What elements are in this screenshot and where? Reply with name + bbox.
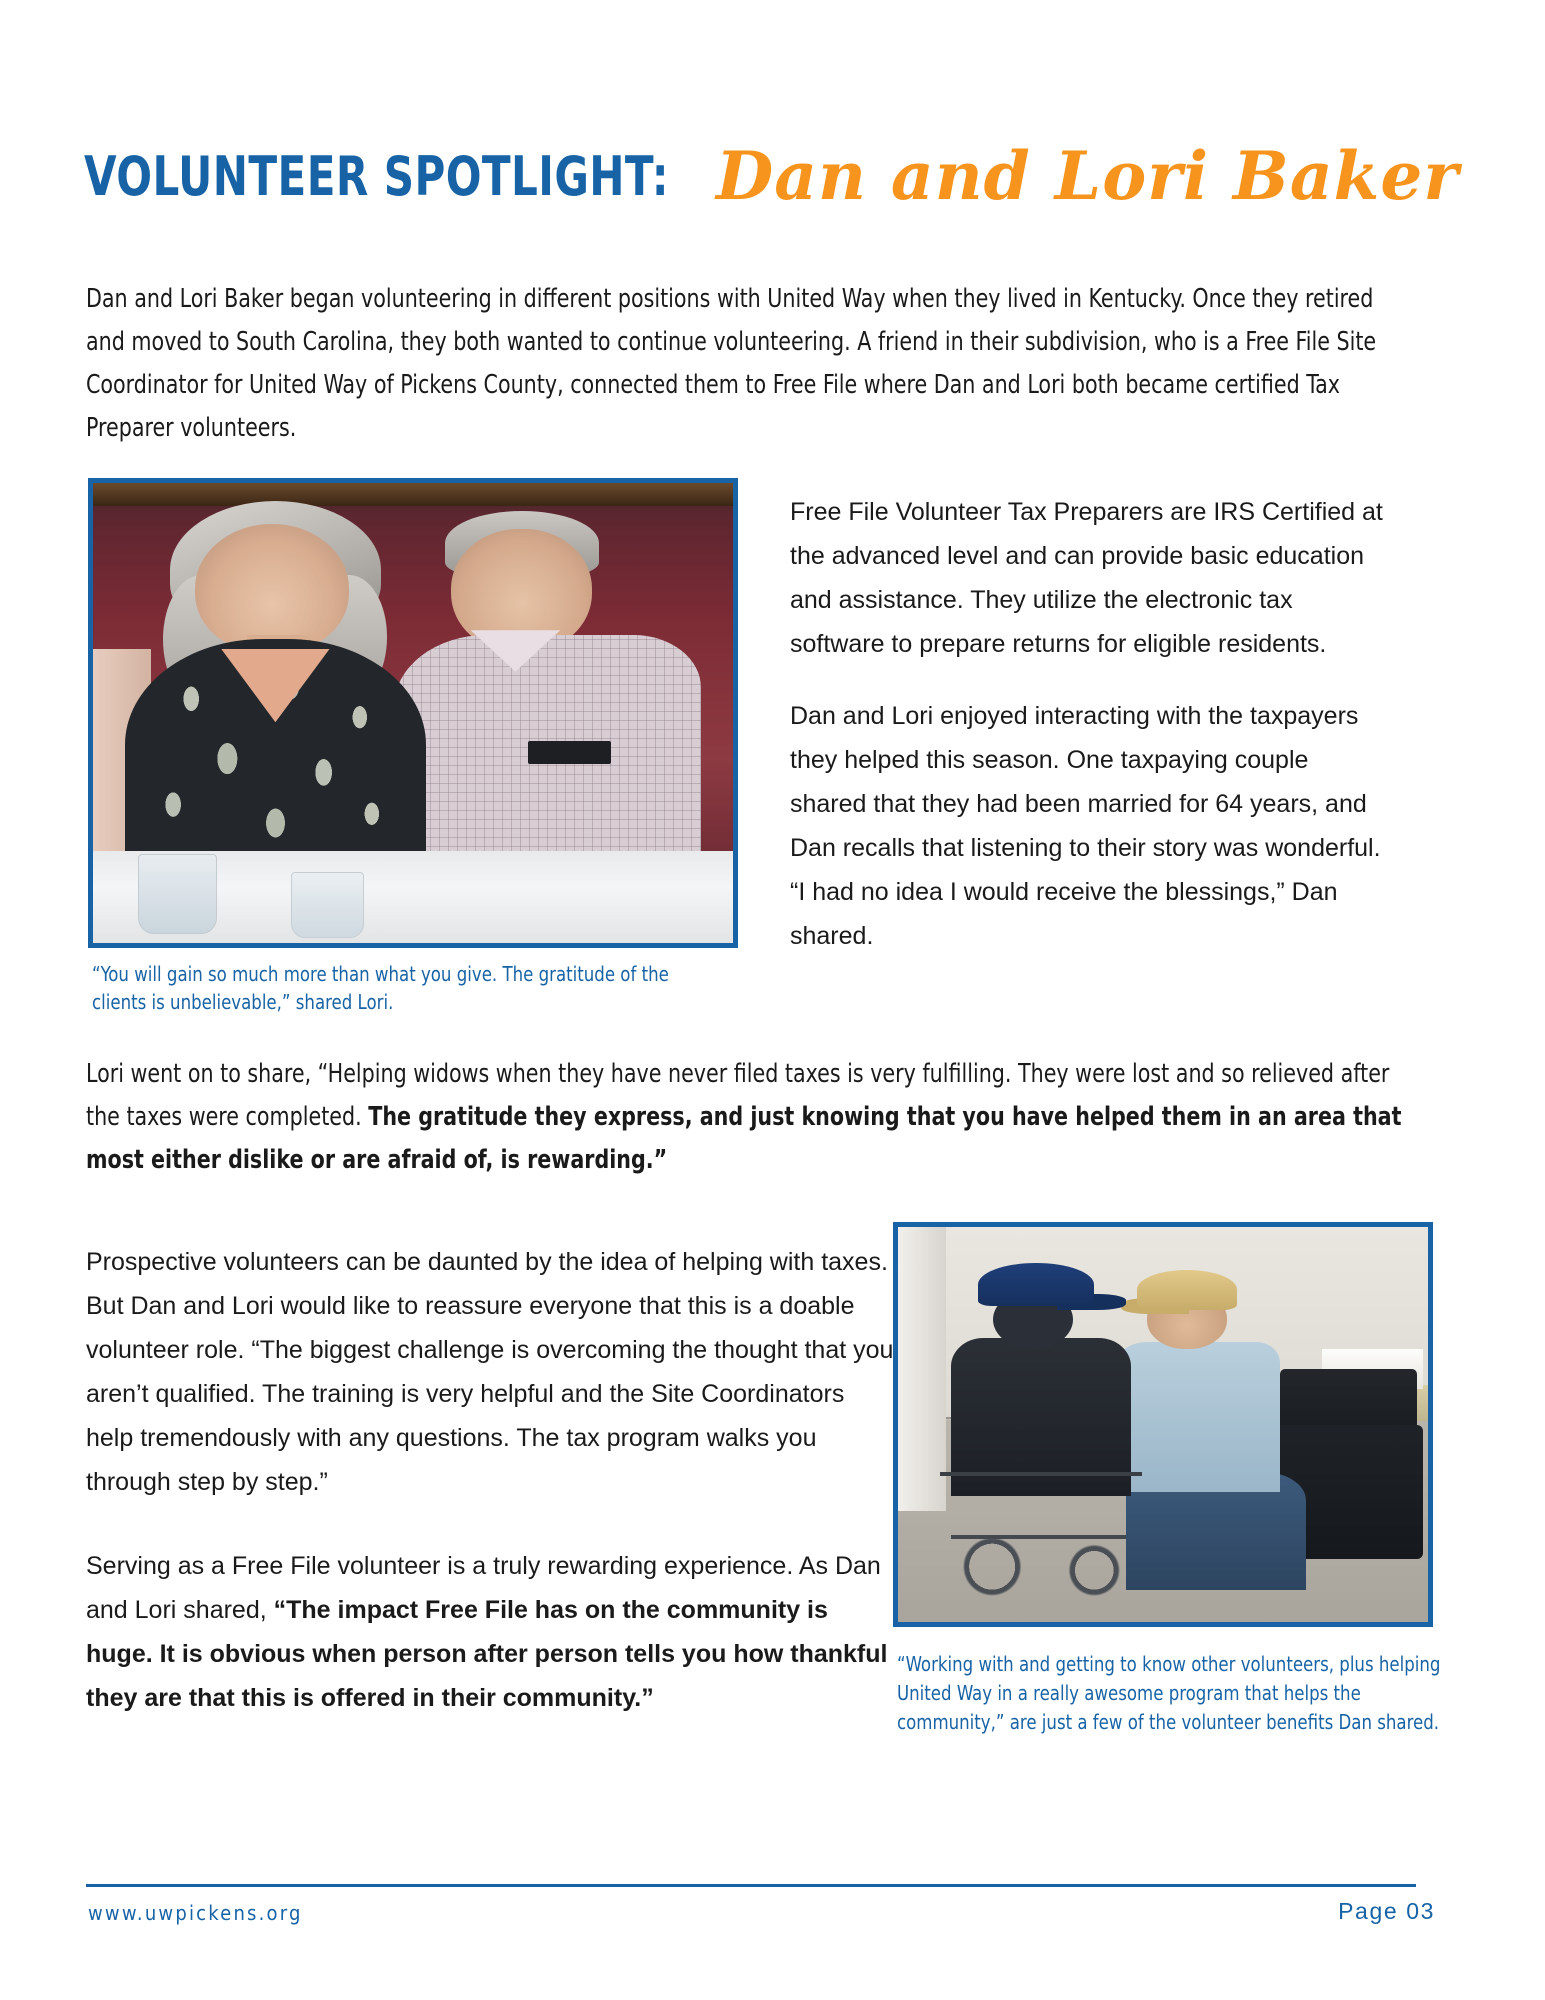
page-title bbox=[84, 125, 1464, 215]
intro-paragraph-block bbox=[86, 278, 1386, 450]
right-column-paragraph-1: Free File Volunteer Tax Preparers are IRS Certified at the advanced level and can provide basic education and assistance. They utilize the electronic tax software to prepare returns for eligible residents. bbox=[790, 498, 1383, 658]
intro-paragraph: Dan and Lori Baker began volunteering in different positions with United Way when they lived in Kentucky. Once they retired and moved to South Carolina, they both wanted to continue volunteering. A friend in their subdivision, who is a Free File Site Coordinator for United Way of Pickens County, connected them to Free File where Dan and Lori both became certified Tax Preparer volunteers. bbox=[86, 284, 1377, 443]
right-column-text bbox=[790, 490, 1390, 958]
lower-left-paragraph-2 bbox=[86, 1544, 896, 1720]
footer-divider bbox=[86, 1884, 1416, 1887]
photo-volunteer-helping-taxpayer bbox=[893, 1222, 1433, 1627]
mid-band-paragraph bbox=[86, 1053, 1406, 1182]
page-title-main: VOLUNTEER SPOTLIGHT: bbox=[84, 145, 669, 208]
photo-dan-and-lori-caption bbox=[92, 960, 712, 1016]
lower-left-plain: Serving as a Free File volunteer is a truly rewarding experience. As Dan and Lori shared, bbox=[86, 1552, 881, 1624]
mid-band-plain: Lori went on to share, “Helping widows when they have never filed taxes is very fulfilling. They were lost and so relieved after the taxes were completed. bbox=[86, 1059, 1390, 1132]
lower-left-paragraph-1: Prospective volunteers can be daunted by the idea of helping with taxes. But Dan and Lori would like to reassure everyone that this is a doable volunteer role. “The biggest challenge is overcoming the thought that you aren’t qualified. The training is very helpful and the Site Coordinators help tremendously with any questions. The tax program walks you through step by step.” bbox=[86, 1248, 894, 1496]
mid-band-bold: The gratitude they express, and just knowing that you have helped them in an area that most either dislike or are afraid of, is rewarding.” bbox=[86, 1102, 1402, 1175]
photo-volunteer-caption bbox=[897, 1650, 1442, 1737]
page-title-script: Dan and Lori Baker bbox=[715, 137, 1460, 215]
lower-left-column bbox=[86, 1240, 896, 1720]
photo-volunteer-caption-text: “Working with and getting to know other volunteers, plus helping United Way in a really awesome program that helps the community,” are just a few of the volunteer benefits Dan shared. bbox=[897, 1652, 1441, 1734]
photo-dan-and-lori bbox=[88, 478, 738, 948]
footer-page-number: Page 03 bbox=[1338, 1898, 1435, 1924]
mid-band-paragraph-text bbox=[86, 1053, 1405, 1182]
footer-website-link[interactable]: www.uwpickens.org bbox=[88, 1901, 303, 1925]
photo-dan-and-lori-caption-text: “You will gain so much more than what you give. The gratitude of the clients is unbelievable,” shared Lori. bbox=[92, 962, 669, 1014]
lower-left-bold: “The impact Free File has on the community is huge. It is obvious when person after person tells you how thankful they are that this is offered in their community.” bbox=[86, 1596, 888, 1712]
right-column-paragraph-2: Dan and Lori enjoyed interacting with the taxpayers they helped this season. One taxpaying couple shared that they had been married for 64 years, and Dan recalls that listening to their story was wonderful. “I had no idea I would receive the blessings,” Dan shared. bbox=[790, 702, 1381, 950]
